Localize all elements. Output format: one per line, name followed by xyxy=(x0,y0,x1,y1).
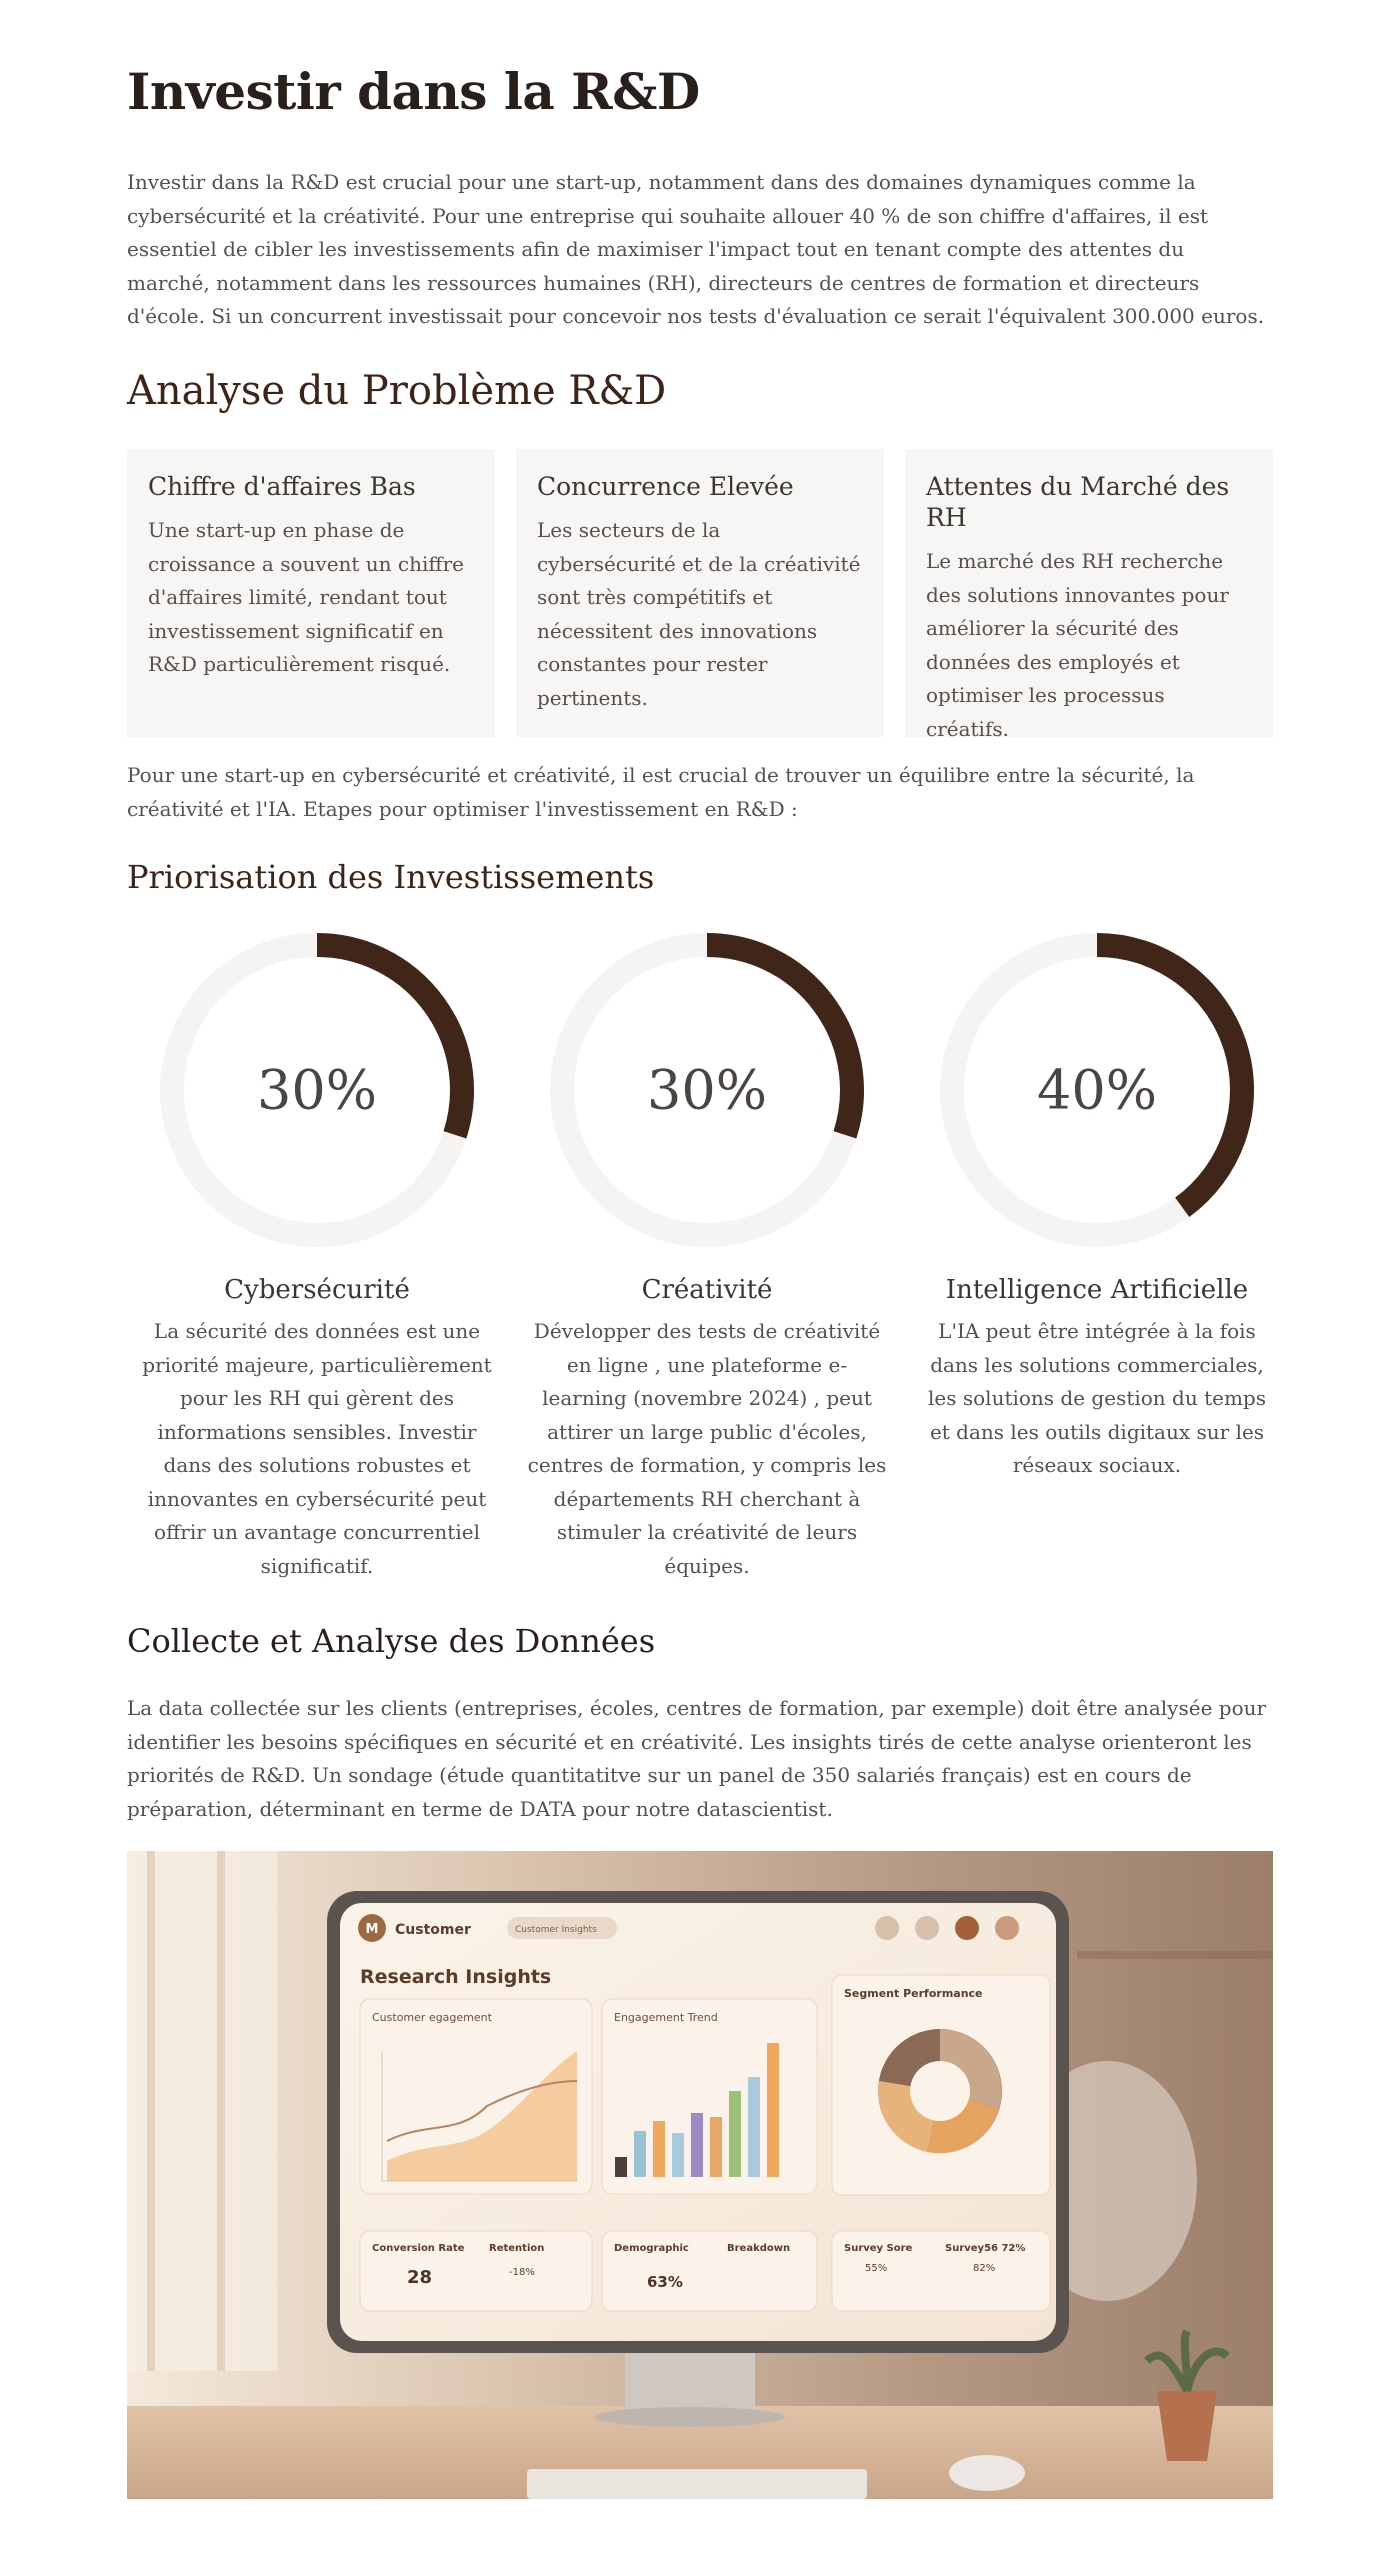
trend-bar xyxy=(691,2113,703,2177)
donut-cybersecurity xyxy=(127,930,507,1583)
donut-title: Intelligence Artificielle xyxy=(945,1275,1249,1305)
donut-chart xyxy=(937,930,1257,1250)
chat-icon[interactable] xyxy=(875,1916,899,1940)
mouse xyxy=(949,2455,1025,2491)
balance-paragraph: Pour une start-up en cybersécurité et créativité, il est crucial de trouver un équilibre entre la sécurité, la créativité et l'IA. Etapes pour optimiser l'investissement en R&D : xyxy=(127,763,1195,821)
screen-heading: Research Insights xyxy=(360,1966,552,1988)
trend-bar xyxy=(634,2131,646,2177)
tile-title: Demographic xyxy=(614,2243,689,2254)
page-title: Investir dans la R&D xyxy=(127,62,700,121)
keyboard xyxy=(527,2469,867,2499)
problem-cards xyxy=(127,449,1273,741)
problem-card-hr-market xyxy=(905,449,1273,741)
tile-title: Survey Sore xyxy=(844,2243,913,2254)
trend-bar xyxy=(729,2091,741,2177)
tile-value: 28 xyxy=(407,2267,433,2288)
trend-bar xyxy=(710,2117,722,2177)
shelf xyxy=(1077,1951,1273,1959)
app-name: Customer xyxy=(395,1922,471,1938)
intro-paragraph: Investir dans la R&D est crucial pour une start-up, notamment dans des domaines dynamiques comme la cybersécurité et la créativité. Pour une entreprise qui souhaite allouer 40 % de son chiffre d'affaires, il est essentiel de cibler les investissements afin de maximiser l'impact tout en tenant compte des attentes du marché, notamment dans les ressources humaines (RH), directeurs de centres de formation et directeurs d'école. Si un concurrent investissait pour concevoir nos tests d'évaluation ce serait l'équivalent 300.000 euros. xyxy=(127,170,1265,328)
window-frame xyxy=(217,1851,225,2371)
donut-description: Développer des tests de créativité en ligne , une plateforme e-learning (novembre 2024) , peut attirer un large public d'écoles, centres de formation, y compris les départements RH cherchant à stimuler la créativité de leurs équipes. xyxy=(527,1319,887,1578)
trend-bar xyxy=(672,2133,684,2177)
tile-title: Conversion Rate xyxy=(372,2243,465,2254)
donut-label: 30% xyxy=(256,1058,378,1122)
problem-card-competition xyxy=(516,449,884,737)
collecte-heading: Collecte et Analyse des Données xyxy=(127,1622,656,1660)
card-title: Attentes du Marché des RH xyxy=(926,472,1230,532)
monitor-base xyxy=(595,2407,785,2427)
panel-title: Engagement Trend xyxy=(614,2011,718,2024)
tile-title: Retention xyxy=(489,2243,545,2254)
photo-scene xyxy=(127,1851,1273,2499)
donut-chart xyxy=(547,930,867,1250)
dashboard-photo xyxy=(127,1851,1273,2499)
donut-title: Cybersécurité xyxy=(224,1275,410,1305)
card-text: Les secteurs de la cybersécurité et de la créativité sont très compétitifs et nécessitent des innovations constantes pour rester pertinents. xyxy=(537,518,861,710)
donut-label: 30% xyxy=(646,1058,768,1122)
donut-description: La sécurité des données est une priorité majeure, particulièrement pour les RH qui gèrent des informations sensibles. Investir dans des solutions robustes et innovantes en cybersécurité peut offrir un avantage concurrentiel significatif. xyxy=(142,1319,492,1578)
tile-value: 63% xyxy=(647,2273,683,2291)
donut-description: L'IA peut être intégrée à la fois dans les solutions commerciales, les solutions de gestion du temps et dans les outils digitaux sur les réseaux sociaux. xyxy=(928,1319,1266,1477)
donut-ai xyxy=(907,930,1287,1483)
anchor-icon[interactable] xyxy=(955,1916,979,1940)
pie-hole xyxy=(910,2061,970,2121)
panel-title: Customer egagement xyxy=(372,2011,492,2024)
plant-pot xyxy=(1157,2391,1217,2461)
trend-bar xyxy=(615,2157,627,2177)
trend-bar xyxy=(767,2043,779,2177)
priorisation-heading: Priorisation des Investissements xyxy=(127,858,655,896)
trend-bar xyxy=(748,2077,760,2177)
card-text: Le marché des RH recherche des solutions innovantes pour améliorer la sécurité des données des employés et optimiser les processus créatifs. xyxy=(926,549,1229,741)
collecte-paragraph: La data collectée sur les clients (entreprises, écoles, centres de formation, par exemple) doit être analysée pour identifier les besoins spécifiques en sécurité et en créativité. Les insights tirés de cette analyse orienteront les priorités de R&D. Un sondage (étude quantitatitve sur un panel de 350 salariés français) est en cours de préparation, déterminant en terme de DATA pour notre datascientist. xyxy=(127,1696,1267,1821)
donut-creativity xyxy=(517,930,897,1583)
window-frame xyxy=(147,1851,155,2371)
priorisation-donuts xyxy=(127,930,1273,1590)
tile-value: 55% xyxy=(865,2263,888,2274)
trend-bar xyxy=(653,2121,665,2177)
card-title: Concurrence Elevée xyxy=(537,472,794,501)
problem-heading: Analyse du Problème R&D xyxy=(127,368,667,414)
tile-title: Breakdown xyxy=(727,2243,791,2254)
donut-label: 40% xyxy=(1036,1058,1158,1122)
tile-value: -18% xyxy=(509,2267,535,2278)
card-text: Une start-up en phase de croissance a souvent un chiffre d'affaires limité, rendant tout investissement significatif en R&D particulièrement risqué. xyxy=(148,518,465,676)
donut-title: Créativité xyxy=(641,1275,773,1305)
chip-label: Customer Insights xyxy=(515,1925,597,1935)
tile-value: 82% xyxy=(973,2263,996,2274)
logo-letter: M xyxy=(365,1922,379,1937)
donut-chart xyxy=(157,930,477,1250)
card-title: Chiffre d'affaires Bas xyxy=(148,472,416,501)
panel-title: Segment Performance xyxy=(844,1987,983,2000)
problem-card-revenue xyxy=(127,449,495,737)
more-icon[interactable] xyxy=(915,1916,939,1940)
avatar-icon[interactable] xyxy=(995,1916,1019,1940)
tile-title: Survey56 72% xyxy=(945,2243,1026,2254)
